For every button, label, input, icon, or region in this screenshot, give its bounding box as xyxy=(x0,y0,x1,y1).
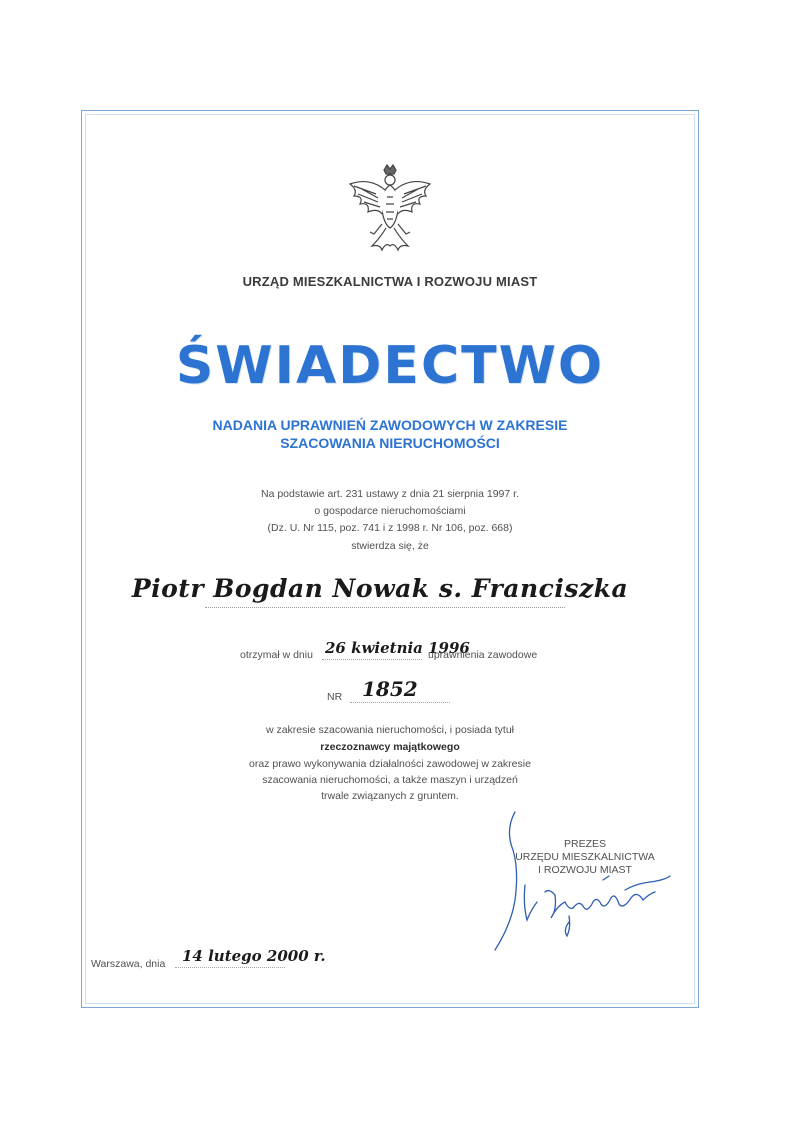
professional-title: rzeczoznawcy majątkowego xyxy=(320,741,460,753)
legal-basis-line-1: Na podstawie art. 231 ustawy z dnia 21 sierpnia 1997 r. xyxy=(261,488,519,500)
certificate-number-dotted-line xyxy=(350,702,450,703)
grant-date: 26 kwietnia 1996 xyxy=(325,639,470,657)
scope-line-1: w zakresie szacowania nieruchomości, i posiada tytuł xyxy=(265,724,515,736)
issue-date-dotted-line xyxy=(175,967,285,968)
polish-eagle-emblem xyxy=(340,162,440,262)
scope-line-4: szacowania nieruchomości, a także maszyn i urządzeń xyxy=(262,774,518,786)
certificate-number: 1852 xyxy=(362,677,418,701)
grant-date-dotted-line xyxy=(322,659,422,660)
number-label: NR xyxy=(327,691,343,703)
signatory-line-1: PREZES xyxy=(563,838,606,850)
issuing-office: URZĄD MIESZKALNICTWA I ROZWOJU MIAST xyxy=(242,274,538,289)
signatory-line-3: I ROZWOJU MIAST xyxy=(538,864,632,876)
recipient-name-dotted-line xyxy=(205,607,565,608)
issue-date: 14 lutego 2000 r. xyxy=(182,947,326,965)
received-suffix: uprawnienia zawodowe xyxy=(428,649,538,661)
legal-basis-line-3: (Dz. U. Nr 115, poz. 741 i z 1998 r. Nr 106, poz. 668) xyxy=(267,522,513,534)
legal-basis-line-4: stwierdza się, że xyxy=(351,540,429,552)
subtitle-line-2: SZACOWANIA NIERUCHOMOŚCI xyxy=(280,435,500,451)
recipient-name: Piotr Bogdan Nowak s. Franciszka xyxy=(131,574,629,603)
place-label: Warszawa, dnia xyxy=(91,958,166,970)
scope-line-5: trwale związanych z gruntem. xyxy=(321,790,459,802)
legal-basis-line-2: o gospodarce nieruchomościami xyxy=(314,505,466,517)
received-prefix: otrzymał w dniu xyxy=(240,649,313,661)
scope-line-3: oraz prawo wykonywania działalności zawodowej w zakresie xyxy=(249,758,531,770)
subtitle-line-1: NADANIA UPRAWNIEŃ ZAWODOWYCH W ZAKRESIE xyxy=(212,417,568,433)
document-title: ŚWIADECTWO xyxy=(175,336,605,396)
handwritten-signature xyxy=(485,810,675,960)
signatory-line-2: URZĘDU MIESZKALNICTWA xyxy=(515,851,655,863)
